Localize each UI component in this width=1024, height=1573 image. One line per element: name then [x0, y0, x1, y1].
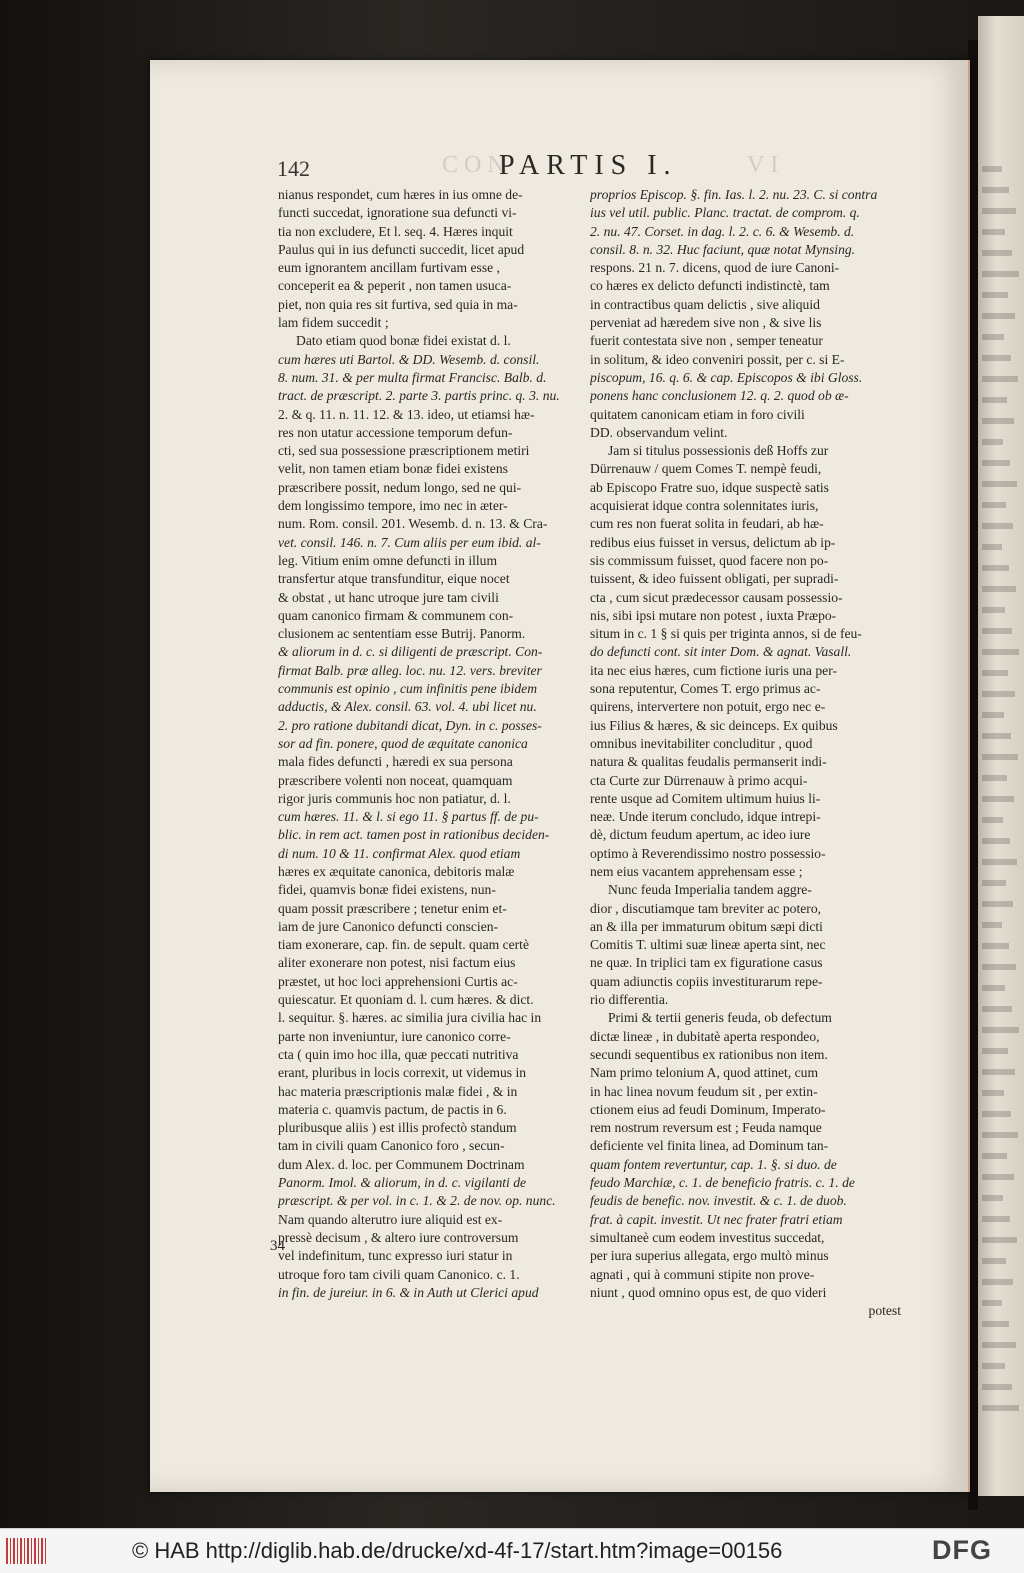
text-line: conceperit ea & peperit , non tamen usuca- [278, 278, 512, 294]
next-page-text-line [982, 439, 1003, 445]
text-line: clusionem ac sententiam esse Butrij. Panorm. [278, 626, 526, 642]
text-line: secundi sequentibus ex rationibus non item. [590, 1046, 828, 1062]
next-page-text-line [982, 586, 1016, 592]
next-page-text-line [982, 754, 1018, 760]
text-line: tract. de præscript. 2. parte 3. partis princ. q. 3. nu. [278, 388, 560, 404]
text-line: erant, pluribus in locis correxit, ut videmus in [278, 1065, 527, 1081]
viewer-footer [0, 1528, 1024, 1573]
next-page-text-line [982, 250, 1012, 256]
text-line: consil. 8. n. 32. Huc faciunt, quæ notat Mynsing. [590, 241, 856, 257]
next-page-text-line [982, 292, 1008, 298]
text-line: res non utatur accessione temporum defun- [278, 424, 513, 440]
text-line: ius vel util. public. Planc. tractat. de comprom. q. [590, 205, 860, 221]
next-page-text-line [982, 880, 1006, 886]
next-page-text-line [982, 1321, 1009, 1327]
next-page-text-line [982, 271, 1019, 277]
text-line: deficiente vel finita linea, ad Dominum tan- [590, 1138, 829, 1154]
text-line: 2. & q. 11. n. 11. 12. & 13. ideo, ut etiamsi hæ- [278, 406, 535, 422]
text-line: Nam primo telonium A, quod attinet, cum [590, 1065, 819, 1081]
text-line: rigor juris communis hoc non patiatur, d. l. [278, 790, 511, 806]
text-line: pluribusque aliis ) est illis profectò standum [278, 1120, 517, 1136]
next-page-text-line [982, 649, 1019, 655]
text-line: præscribere volenti non noceat, quamquam [278, 772, 513, 788]
text-line: dior , discutiamque tam breviter ac potero, [590, 900, 822, 916]
text-line: rente usque ad Comitem ultimum huius li- [590, 790, 821, 806]
text-line: eum ignorantem ancillam furtivam esse , [278, 260, 500, 276]
text-line: quam possit præscribere ; tenetur enim et- [278, 900, 507, 916]
text-line: piscopum, 16. q. 6. & cap. Episcopos & ibi Gloss. [590, 369, 863, 385]
text-line: quirens, intervertere non potuit, ergo nec e- [590, 699, 826, 715]
text-line: dictæ lineæ , in dubitatè aperta respondeo, [590, 1028, 820, 1044]
text-line: leg. Vitium enim omne defuncti in illum [278, 552, 498, 568]
text-line: ne quæ. In triplici tam ex figuratione casus [590, 955, 823, 971]
text-line: Nam quando alterutro iure aliquid est ex- [278, 1211, 503, 1227]
text-line: perveniat ad hæredem sive non , & sive lis [590, 315, 822, 331]
text-line: Paulus qui in ius defuncti succedit, licet apud [278, 241, 525, 257]
next-page-text-line [982, 502, 1006, 508]
copyright-link[interactable]: © HAB http://diglib.hab.de/drucke/xd-4f-17/start.htm?image=00156 [132, 1538, 783, 1563]
text-line: redibus eius fuisset in versus, delictum ab ip- [590, 534, 836, 550]
next-page-text-line [982, 166, 1002, 172]
next-page-text-line [982, 1237, 1017, 1243]
next-page-text-line [982, 1069, 1015, 1075]
text-line: piet, non quia res sit furtiva, sed quia in ma- [278, 296, 518, 312]
text-line: præstet, ut hoc loci apprehensioni Curtis ac- [278, 973, 518, 989]
next-page-text-line [982, 334, 1004, 340]
show-through-text-left: CON [442, 152, 511, 178]
text-line: nem eius vacantem apprehensam esse ; [590, 863, 803, 879]
page-number: 142 [277, 156, 310, 181]
next-page-text-line [982, 397, 1007, 403]
text-line: do defuncti cont. sit inter Dom. & agnat. Vasall. [590, 644, 852, 660]
next-page-text-line [982, 208, 1016, 214]
text-line: cta ( quin imo hoc illa, quæ peccati nutritiva [278, 1046, 519, 1062]
text-line: l. sequitur. §. hæres. ac similia jura civilia hac in [278, 1010, 542, 1026]
text-line: communis est opinio , cum infinitis pene ibidem [278, 681, 538, 697]
text-line: niunt , quod omnino opus est, de quo videri [590, 1284, 827, 1300]
text-line: ctionem eius ad feudi Dominum, Imperato- [590, 1101, 826, 1117]
text-line: mala fides defuncti , hæredi ex sua persona [278, 754, 513, 770]
text-line: optimo à Reverendissimo nostro possessio- [590, 845, 826, 861]
text-line: ita nec eius hæres, cum fictione iuris una per- [590, 662, 837, 678]
text-line: parte non inveniuntur, iure canonico corre- [278, 1028, 511, 1044]
text-line: firmat Balb. præ alleg. loc. nu. 12. vers. breviter [278, 662, 542, 678]
text-line: tiam exonerare, cap. fin. de sepult. quam certè [278, 937, 529, 953]
text-line: di num. 10 & 11. confirmat Alex. quod etiam [278, 845, 521, 861]
next-page-text-line [982, 1405, 1019, 1411]
text-line: simultaneè cum eodem investitus succedat, [590, 1229, 825, 1245]
text-line: rio differentia. [590, 992, 669, 1008]
text-line: ab Episcopo Fratre suo, idque suspectè satis [590, 479, 829, 495]
next-page-text-line [982, 1174, 1014, 1180]
next-page-text-line [982, 376, 1018, 382]
text-line: 2. nu. 47. Corset. in dag. l. 2. c. 6. & Wesemb. d. [590, 223, 855, 239]
next-page-text-line [982, 1006, 1012, 1012]
text-line: Nunc feuda Imperialia tandem aggre- [608, 882, 812, 898]
next-page-text-line [982, 943, 1009, 949]
text-line: quitatem canonicam etiam in foro civili [590, 406, 805, 422]
right-text-column [590, 186, 901, 1320]
text-line: hæres ex æquitate canonica, debitoris malæ [278, 863, 515, 879]
text-line: quiescatur. Et quoniam d. l. cum hæres. & dict. [278, 992, 534, 1008]
text-line: tuissent, & ideo fuissent obligati, per supradi- [590, 571, 839, 587]
next-page-text-line [982, 775, 1007, 781]
text-line: præscript. & per vol. in c. 1. & 2. de nov. op. nunc. [278, 1193, 556, 1209]
text-line: fidei, quamvis bonæ fidei existens, nun- [278, 882, 496, 898]
text-line: utroque foro tam civili quam Canonico. c. 1. [278, 1266, 520, 1282]
next-page-text-line [982, 1279, 1013, 1285]
next-page-text-line [982, 418, 1014, 424]
text-line: dem longissimo tempore, imo nec in æter- [278, 498, 508, 514]
text-line: acquisierat idque contra solennitates iuris, [590, 498, 819, 514]
next-page-text-line [982, 985, 1005, 991]
next-page-text-line [982, 670, 1008, 676]
text-line: iam de jure Canonico defuncti conscien- [278, 918, 499, 934]
text-line: rem nostrum reversum est ; Feuda namque [590, 1120, 822, 1136]
text-line: Comitis T. ultimi suæ lineæ aperta sint, nec [590, 937, 826, 953]
text-line: velit, non tamen etiam bonæ fidei existens [278, 461, 508, 477]
next-page-text-line [982, 313, 1015, 319]
text-line: lam fidem succedit ; [278, 315, 389, 331]
text-line: in fin. de jureiur. in 6. & in Auth ut Clerici apud [278, 1284, 539, 1300]
text-line: natura & qualitas feudalis permanserit indi- [590, 754, 827, 770]
next-page-text-line [982, 1195, 1003, 1201]
text-line: cum hæres. 11. & l. si ego 11. § partus ff. de pu- [278, 809, 539, 825]
text-line: pressè decisum , & altero iure controversum [278, 1229, 519, 1245]
text-line: tam in civili quam Canonico foro , secun- [278, 1138, 505, 1154]
text-line: in solitum, & ideo conveniri possit, per c. si E- [590, 351, 845, 367]
text-line: vel indefinitum, tunc expresso iuri statur in [278, 1248, 513, 1264]
text-line: Dürrenauw / quem Comes T. nempè feudi, [590, 461, 822, 477]
text-line: hac materia præscriptionis malæ fidei , & in [278, 1083, 518, 1099]
text-line: per iura superius allegata, ergo multò minus [590, 1248, 829, 1264]
text-line: transfertur atque transfunditur, eique nocet [278, 571, 510, 587]
text-line: num. Rom. consil. 201. Wesemb. d. n. 13. & Cra- [278, 516, 548, 532]
next-page-text-line [982, 187, 1009, 193]
text-line: præscribere possit, nedum longo, sed ne qui- [278, 479, 522, 495]
text-line: co hæres ex delicto defuncti indistinctè, tam [590, 278, 830, 294]
text-line: feudis de benefic. nov. investit. & c. 1. de duob. [590, 1193, 847, 1209]
next-page-text-line [982, 817, 1003, 823]
text-line: tia non excludere, Et l. seq. 4. Hæres inquit [278, 223, 513, 239]
next-page-text-line [982, 691, 1015, 697]
text-line: agnati , qui à communi stipite non prove- [590, 1266, 815, 1282]
next-page-text-line [982, 1048, 1008, 1054]
text-line: feudo Marchiæ, c. 1. de beneficio fratris. c. 1. de [590, 1175, 855, 1191]
text-line: vet. consil. 146. n. 7. Cum aliis per eum ibid. al- [278, 534, 541, 550]
next-page-text-line [982, 460, 1010, 466]
text-line: an & illa per immaturum obitum sæpi dicti [590, 918, 823, 934]
next-page-text-line [982, 1111, 1011, 1117]
text-line: dè, dictum feudum apertum, ac ideo iure [590, 827, 811, 843]
text-line: & obstat , ut hanc utroque jure tam civili [278, 589, 499, 605]
next-page-text-line [982, 1342, 1016, 1348]
text-line: cum res non fuerat solita in feudari, ab hæ- [590, 516, 824, 532]
next-page-text-line [982, 481, 1017, 487]
text-line: sis commissum fuisset, quod facere non po- [590, 552, 829, 568]
text-line: quam adiunctis copiis investiturarum repe- [590, 973, 823, 989]
text-line: materia c. quamvis pactum, de pactis in 6. [278, 1101, 507, 1117]
text-line: Panorm. Imol. & aliorum, in d. c. vigilanti de [278, 1175, 527, 1191]
next-page-text-line [982, 1153, 1007, 1159]
next-page-edge [978, 16, 1024, 1496]
next-page-text-line [982, 607, 1005, 613]
text-line: quam fontem revertuntur, cap. 1. §. si duo. de [590, 1156, 837, 1172]
next-page-text-line [982, 796, 1014, 802]
text-line: fuerit contestata sive non , semper teneatur [590, 333, 823, 349]
text-line: cti, sed sua possessione præscriptionem metiri [278, 443, 530, 459]
next-page-text-line [982, 922, 1002, 928]
next-page-text-line [982, 1132, 1018, 1138]
text-line: adductis, & Alex. consil. 63. vol. 4. ubi licet nu. [278, 699, 537, 715]
text-line: quam canonico firmam & communem con- [278, 607, 514, 623]
barcode-icon [6, 1538, 46, 1564]
next-page-text-line [982, 712, 1004, 718]
text-line: neæ. Unde iterum concludo, idque intrepi- [590, 809, 821, 825]
margin-number: 34 [270, 1238, 285, 1254]
text-line: Jam si titulus possessionis deß Hoffs zur [608, 443, 829, 459]
text-line: 2. pro ratione dubitandi dicat, Dyn. in c. posses- [278, 717, 542, 733]
text-line: cta , cum sicut prædecessor causam possessio- [590, 589, 843, 605]
next-page-text-line [982, 1363, 1005, 1369]
text-line: in contractibus quam delictis , sive aliquid [590, 296, 820, 312]
next-page-text-line [982, 544, 1002, 550]
next-page-text-line [982, 1384, 1012, 1390]
next-page-text-line [982, 628, 1012, 634]
page-header [277, 152, 897, 180]
text-line: omnibus inevitabiliter concluditur , quod [590, 735, 813, 751]
text-line: sor ad fin. ponere, quod de æquitate canonica [278, 735, 528, 751]
next-page-text-line [982, 964, 1016, 970]
left-text-column [278, 186, 589, 1302]
next-page-text-line [982, 1027, 1019, 1033]
text-line: aliter exonerare non potest, nisi factum eius [278, 955, 516, 971]
text-line: situm in c. 1 § si quis per triginta annos, si de feu- [590, 626, 862, 642]
show-through-text-right: VI [747, 152, 785, 178]
text-line: ius Filius & hæres, & sic deinceps. Ex quibus [590, 717, 838, 733]
text-line: & aliorum in d. c. si diligenti de præscript. Con- [278, 644, 543, 660]
text-line: Primi & tertii generis feuda, ob defectum [608, 1010, 832, 1026]
text-line: ponens hanc conclusionem 12. q. 2. quod ob æ- [590, 388, 849, 404]
next-page-text-line [982, 565, 1009, 571]
next-page-text-line [982, 229, 1005, 235]
text-line: dum Alex. d. loc. per Communem Doctrinam [278, 1156, 525, 1172]
text-line: functi succedat, ignoratione sua defuncti vi- [278, 205, 517, 221]
text-line: cta Curte zur Dürrenauw à primo acqui- [590, 772, 808, 788]
text-line: potest [868, 1303, 901, 1319]
next-page-text-line [982, 1216, 1010, 1222]
next-page-text-line [982, 733, 1011, 739]
text-line: blic. in rem act. tamen post in rationibus deciden- [278, 827, 550, 843]
next-page-text-line [982, 355, 1011, 361]
next-page-text-line [982, 1258, 1006, 1264]
next-page-text-line [982, 1300, 1002, 1306]
running-head: PARTIS I. [499, 150, 678, 181]
text-line: nianus respondet, cum hæres in ius omne de- [278, 187, 523, 202]
text-line: DD. observandum velint. [590, 424, 728, 440]
next-page-text-line [982, 523, 1013, 529]
text-line: Dato etiam quod bonæ fidei existat d. l. [296, 333, 511, 349]
text-line: respons. 21 n. 7. dicens, quod de iure Canoni- [590, 260, 840, 276]
text-line: 8. num. 31. & per multa firmat Francisc. Balb. d. [278, 369, 547, 385]
text-line: nis, sibi ipsi mutare non potest , iuxta Præpo- [590, 607, 837, 623]
next-page-text-line [982, 838, 1010, 844]
next-page-text-line [982, 859, 1017, 865]
text-line: sona reputentur, Comes T. ergo primus ac- [590, 681, 821, 697]
text-line: cum hæres uti Bartol. & DD. Wesemb. d. consil. [278, 351, 540, 367]
text-line: frat. à capit. investit. Ut nec frater fratri etiam [590, 1211, 843, 1227]
next-page-text-line [982, 1090, 1004, 1096]
dfg-logo: DFG [932, 1535, 992, 1565]
text-line: in hac linea novum feudum sit , per extin- [590, 1083, 818, 1099]
text-line: proprios Episcop. §. fin. Ias. l. 2. nu. 23. C. si contra [590, 187, 878, 202]
next-page-text-line [982, 901, 1013, 907]
